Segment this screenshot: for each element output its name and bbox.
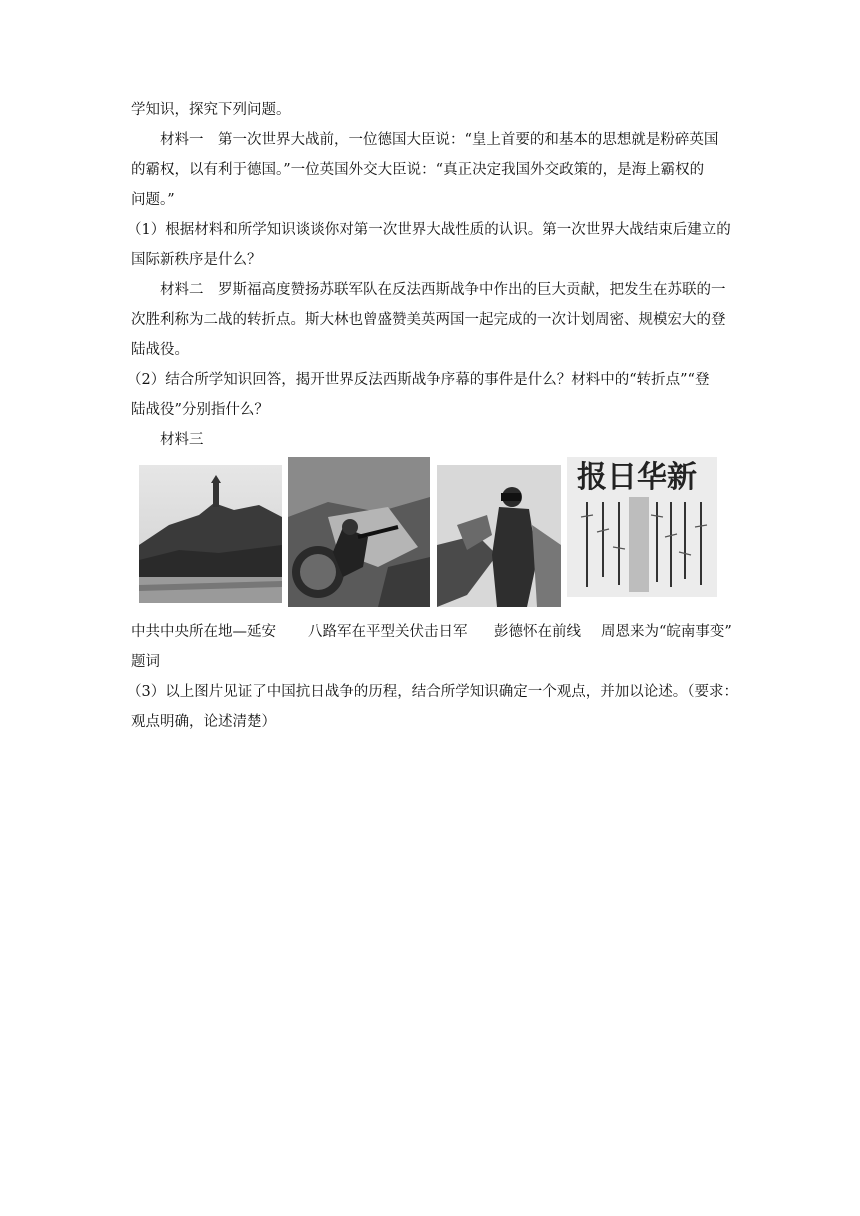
newspaper-masthead: 报日华新	[577, 460, 697, 495]
intro-line: 学知识，探究下列问题。	[131, 102, 291, 118]
caption-yanan: 中共中央所在地—延安	[131, 624, 276, 640]
question-1-line-2: 国际新秩序是什么？	[131, 252, 262, 268]
question-2-line-1: （2）结合所学知识回答，揭开世界反法西斯战争序幕的事件是什么？材料中的“转折点”“登	[127, 372, 710, 388]
question-1-line-1: （1）根据材料和所学知识谈谈你对第一次世界大战性质的认识。第一次世界大战结束后建立的	[127, 222, 731, 238]
material-3-label: 材料三	[160, 432, 204, 448]
material-1-line-3: 问题。”	[131, 192, 175, 208]
material-2-line-2: 次胜利称为二战的转折点。斯大林也曾盛赞美英两国一起完成的一次计划周密、规模宏大的登	[131, 312, 726, 328]
question-3-line-2: 观点明确，论述清楚）	[131, 714, 276, 730]
material-2-line-3: 陆战役。	[131, 342, 189, 358]
yanan-pagoda-photo	[139, 465, 282, 603]
pingxingguan-photo	[288, 457, 430, 607]
question-2-line-2: 陆战役”分别指什么？	[131, 402, 269, 418]
caption-pingxingguan: 八路军在平型关伏击日军	[308, 624, 468, 640]
caption-zhou-enlai: 周恩来为“皖南事变”	[601, 624, 732, 640]
material-2-line-1: 材料二 罗斯福高度赞扬苏联军队在反法西斯战争中作出的巨大贡献，把发生在苏联的一	[160, 282, 726, 298]
photo-strip	[131, 457, 763, 617]
material-1-line-1: 材料一 第一次世界大战前，一位德国大臣说：“皇上首要的和基本的思想就是粉碎英国	[160, 132, 719, 148]
question-page	[127, 95, 763, 737]
caption-zhou-enlai-cont: 题词	[131, 654, 160, 670]
caption-peng-dehuai: 彭德怀在前线	[494, 624, 581, 640]
question-3-line-1: （3）以上图片见证了中国抗日战争的历程，结合所学知识确定一个观点，并加以论述。（要求：	[127, 684, 738, 700]
peng-dehuai-photo	[437, 465, 561, 607]
material-1-line-2: 的霸权，以有利于德国。”一位英国外交大臣说：“真正决定我国外交政策的，是海上霸权的	[131, 162, 705, 178]
xinhua-daily-inscription-photo	[567, 457, 717, 597]
photo-captions	[131, 617, 763, 647]
